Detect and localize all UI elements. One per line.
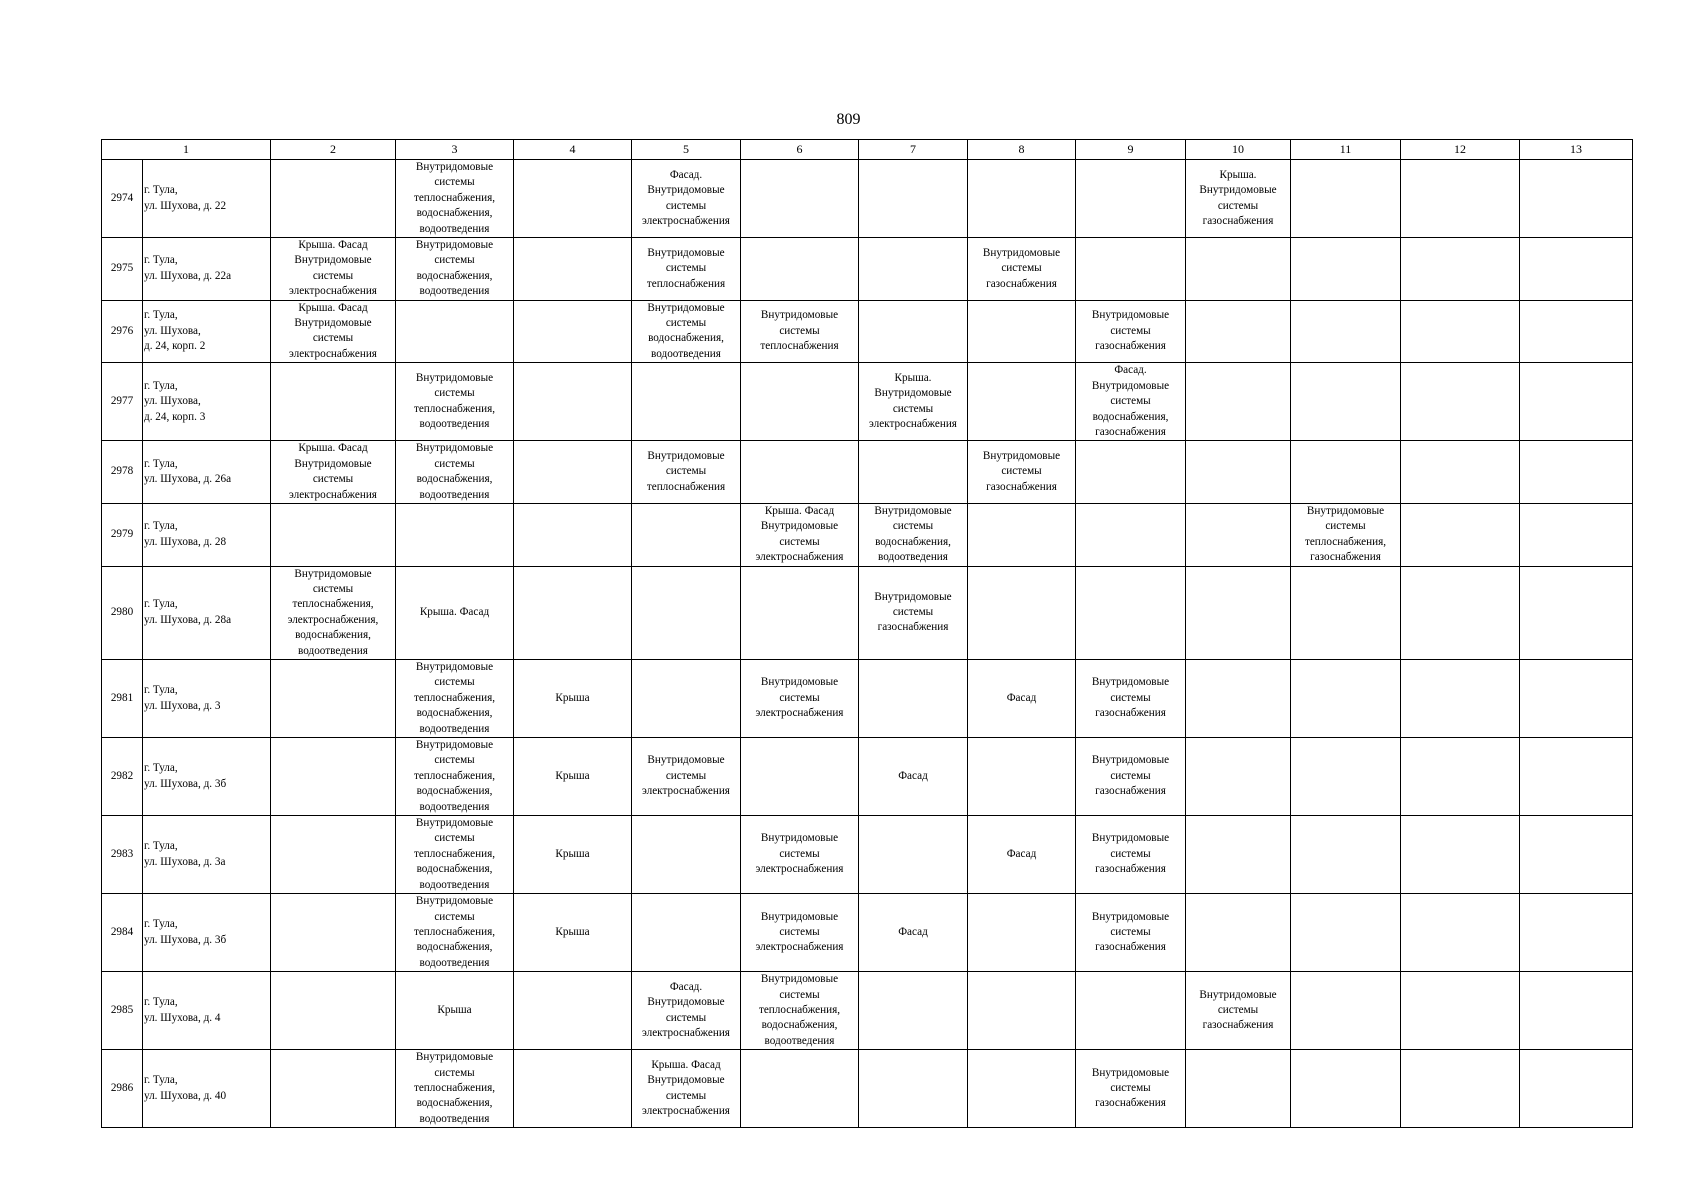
row-number: 2983 [102, 816, 143, 894]
column-header: 11 [1291, 140, 1401, 160]
repair-schedule-table [101, 139, 1633, 1128]
work-cell [1520, 816, 1633, 894]
address-cell: г. Тула, ул. Шухова, д. 4 [143, 972, 271, 1050]
work-cell [1401, 1050, 1520, 1128]
work-cell [1401, 160, 1520, 238]
row-number: 2976 [102, 300, 143, 363]
row-number: 2977 [102, 363, 143, 441]
work-cell: Внутридомовые системы теплоснабжения, водоснабжения, водоотведения [741, 972, 859, 1050]
table-row [102, 566, 1633, 659]
row-number: 2975 [102, 238, 143, 301]
work-cell: Фасад [859, 738, 968, 816]
work-cell [968, 894, 1076, 972]
table-row [102, 238, 1633, 301]
work-cell [1520, 894, 1633, 972]
work-cell [859, 660, 968, 738]
work-cell [1520, 441, 1633, 504]
row-number: 2981 [102, 660, 143, 738]
work-cell [1520, 363, 1633, 441]
work-cell: Внутридомовые системы газоснабжения [1076, 738, 1186, 816]
work-cell [1186, 238, 1291, 301]
table-row [102, 894, 1633, 972]
work-cell: Внутридомовые системы теплоснабжения, водоснабжения, водоотведения [396, 660, 514, 738]
address-cell: г. Тула, ул. Шухова, д. 40 [143, 1050, 271, 1128]
column-header: 12 [1401, 140, 1520, 160]
work-cell: Внутридомовые системы газоснабжения [1076, 816, 1186, 894]
work-cell: Крыша [396, 972, 514, 1050]
work-cell [1520, 1050, 1633, 1128]
work-cell [1291, 363, 1401, 441]
work-cell [859, 816, 968, 894]
address-cell: г. Тула, ул. Шухова, д. 3б [143, 738, 271, 816]
table-row [102, 160, 1633, 238]
work-cell [1076, 503, 1186, 566]
work-cell [1291, 441, 1401, 504]
work-cell [741, 1050, 859, 1128]
work-cell: Внутридомовые системы газоснабжения [1076, 660, 1186, 738]
work-cell [514, 160, 632, 238]
work-cell: Крыша [514, 738, 632, 816]
row-number: 2978 [102, 441, 143, 504]
work-cell [968, 300, 1076, 363]
work-cell [632, 894, 741, 972]
work-cell [1291, 1050, 1401, 1128]
column-header: 9 [1076, 140, 1186, 160]
work-cell: Внутридомовые системы электроснабжения [741, 894, 859, 972]
work-cell [968, 363, 1076, 441]
address-cell: г. Тула, ул. Шухова, д. 22а [143, 238, 271, 301]
address-cell: г. Тула, ул. Шухова, д. 3б [143, 894, 271, 972]
work-cell: Внутридомовые системы теплоснабжения, водоснабжения, водоотведения [396, 894, 514, 972]
work-cell [1291, 160, 1401, 238]
row-number: 2984 [102, 894, 143, 972]
column-header: 13 [1520, 140, 1633, 160]
work-cell: Внутридомовые системы электроснабжения [741, 816, 859, 894]
work-cell: Крыша [514, 894, 632, 972]
work-cell [1186, 894, 1291, 972]
address-cell: г. Тула, ул. Шухова, д. 3 [143, 660, 271, 738]
address-cell: г. Тула, ул. Шухова, д. 3а [143, 816, 271, 894]
row-number: 2974 [102, 160, 143, 238]
table-row [102, 972, 1633, 1050]
work-cell [1401, 300, 1520, 363]
work-cell: Крыша [514, 816, 632, 894]
work-cell: Крыша. Фасад Внутридомовые системы электроснабжения [271, 300, 396, 363]
work-cell [1401, 441, 1520, 504]
work-cell: Фасад. Внутридомовые системы водоснабжения, газоснабжения [1076, 363, 1186, 441]
work-cell [968, 503, 1076, 566]
table-row [102, 300, 1633, 363]
work-cell: Внутридомовые системы теплоснабжения, водоснабжения, водоотведения [396, 738, 514, 816]
work-cell [514, 363, 632, 441]
work-cell [396, 300, 514, 363]
work-cell [1520, 566, 1633, 659]
work-cell [514, 441, 632, 504]
work-cell [859, 1050, 968, 1128]
work-cell: Внутридомовые системы водоснабжения, водоотведения [859, 503, 968, 566]
work-cell: Внутридомовые системы газоснабжения [1076, 300, 1186, 363]
work-cell: Внутридомовые системы теплоснабжения, газоснабжения [1291, 503, 1401, 566]
work-cell [1401, 503, 1520, 566]
work-cell: Внутридомовые системы газоснабжения [1076, 1050, 1186, 1128]
work-cell [514, 972, 632, 1050]
table-row [102, 738, 1633, 816]
work-cell: Внутридомовые системы электроснабжения [632, 738, 741, 816]
work-cell [1291, 738, 1401, 816]
work-cell: Внутридомовые системы теплоснабжения [632, 238, 741, 301]
work-cell [1076, 972, 1186, 1050]
work-cell [1186, 503, 1291, 566]
column-header: 8 [968, 140, 1076, 160]
table-row [102, 363, 1633, 441]
work-cell [968, 1050, 1076, 1128]
work-cell: Внутридомовые системы газоснабжения [1186, 972, 1291, 1050]
work-cell [1186, 1050, 1291, 1128]
work-cell [271, 972, 396, 1050]
address-cell: г. Тула, ул. Шухова, д. 24, корп. 3 [143, 363, 271, 441]
work-cell: Внутридомовые системы теплоснабжения, водоснабжения, водоотведения [396, 816, 514, 894]
work-cell: Внутридомовые системы теплоснабжения, водоснабжения, водоотведения [396, 160, 514, 238]
work-cell: Внутридомовые системы водоснабжения, водоотведения [396, 441, 514, 504]
work-cell [514, 1050, 632, 1128]
work-cell [271, 1050, 396, 1128]
work-cell [859, 238, 968, 301]
work-cell [1520, 503, 1633, 566]
work-cell: Фасад [968, 660, 1076, 738]
work-cell [1076, 238, 1186, 301]
work-cell [741, 363, 859, 441]
work-cell: Крыша. Фасад Внутридомовые системы электроснабжения [271, 441, 396, 504]
work-cell: Фасад [968, 816, 1076, 894]
column-header: 5 [632, 140, 741, 160]
work-cell [741, 160, 859, 238]
work-cell: Внутридомовые системы газоснабжения [968, 441, 1076, 504]
work-cell [632, 816, 741, 894]
work-cell [514, 238, 632, 301]
work-cell [859, 972, 968, 1050]
column-header: 4 [514, 140, 632, 160]
work-cell: Фасад. Внутридомовые системы электроснабжения [632, 972, 741, 1050]
table-row [102, 660, 1633, 738]
work-cell [1186, 660, 1291, 738]
row-number: 2986 [102, 1050, 143, 1128]
table-row [102, 503, 1633, 566]
work-cell [1401, 894, 1520, 972]
work-cell [1401, 972, 1520, 1050]
work-cell: Фасад. Внутридомовые системы электроснабжения [632, 160, 741, 238]
work-cell [1186, 738, 1291, 816]
work-cell [1186, 441, 1291, 504]
work-cell [1186, 300, 1291, 363]
work-cell [1520, 300, 1633, 363]
work-cell: Внутридомовые системы водоснабжения, водоотведения [632, 300, 741, 363]
work-cell [1401, 238, 1520, 301]
address-cell: г. Тула, ул. Шухова, д. 22 [143, 160, 271, 238]
column-header: 6 [741, 140, 859, 160]
work-cell [514, 566, 632, 659]
work-cell [1076, 160, 1186, 238]
work-cell: Внутридомовые системы газоснабжения [968, 238, 1076, 301]
column-header: 3 [396, 140, 514, 160]
work-cell [968, 738, 1076, 816]
work-cell: Крыша. Фасад Внутридомовые системы электроснабжения [741, 503, 859, 566]
work-cell [632, 566, 741, 659]
work-cell [968, 160, 1076, 238]
work-cell: Крыша. Внутридомовые системы электроснабжения [859, 363, 968, 441]
work-cell: Внутридомовые системы теплоснабжения, водоотведения [396, 363, 514, 441]
work-cell [396, 503, 514, 566]
work-cell [271, 660, 396, 738]
work-cell: Внутридомовые системы водоснабжения, водоотведения [396, 238, 514, 301]
work-cell [741, 441, 859, 504]
work-cell [1291, 238, 1401, 301]
work-cell [859, 300, 968, 363]
work-cell: Внутридомовые системы теплоснабжения, водоснабжения, водоотведения [396, 1050, 514, 1128]
work-cell [968, 972, 1076, 1050]
table-row [102, 816, 1633, 894]
address-cell: г. Тула, ул. Шухова, д. 24, корп. 2 [143, 300, 271, 363]
table-row [102, 1050, 1633, 1128]
work-cell [514, 300, 632, 363]
work-cell: Внутридомовые системы электроснабжения [741, 660, 859, 738]
row-number: 2985 [102, 972, 143, 1050]
row-number: 2982 [102, 738, 143, 816]
work-cell [271, 160, 396, 238]
row-number: 2980 [102, 566, 143, 659]
work-cell: Внутридомовые системы теплоснабжения, электроснабжения, водоснабжения, водоотведения [271, 566, 396, 659]
work-cell [1401, 660, 1520, 738]
work-cell [1076, 441, 1186, 504]
address-cell: г. Тула, ул. Шухова, д. 26а [143, 441, 271, 504]
work-cell [514, 503, 632, 566]
work-cell: Внутридомовые системы теплоснабжения [741, 300, 859, 363]
work-cell [271, 503, 396, 566]
address-cell: г. Тула, ул. Шухова, д. 28а [143, 566, 271, 659]
row-number: 2979 [102, 503, 143, 566]
work-cell [1291, 816, 1401, 894]
work-cell [1186, 816, 1291, 894]
table-row [102, 441, 1633, 504]
work-cell: Внутридомовые системы газоснабжения [859, 566, 968, 659]
column-header: 10 [1186, 140, 1291, 160]
work-cell [1401, 566, 1520, 659]
column-header: 2 [271, 140, 396, 160]
work-cell: Крыша. Фасад Внутридомовые системы электроснабжения [271, 238, 396, 301]
work-cell [1401, 363, 1520, 441]
work-cell [1520, 738, 1633, 816]
work-cell [1401, 816, 1520, 894]
work-cell [632, 503, 741, 566]
work-cell [632, 363, 741, 441]
work-cell: Крыша. Фасад [396, 566, 514, 659]
work-cell [271, 738, 396, 816]
work-cell [1291, 894, 1401, 972]
work-cell [859, 441, 968, 504]
work-cell: Крыша [514, 660, 632, 738]
work-cell [741, 566, 859, 659]
work-cell [271, 816, 396, 894]
work-cell [632, 660, 741, 738]
work-cell [1401, 738, 1520, 816]
work-cell [271, 894, 396, 972]
work-cell: Фасад [859, 894, 968, 972]
work-cell [1520, 238, 1633, 301]
address-cell: г. Тула, ул. Шухова, д. 28 [143, 503, 271, 566]
work-cell [1291, 972, 1401, 1050]
work-cell [1186, 363, 1291, 441]
work-cell [271, 363, 396, 441]
work-cell [1076, 566, 1186, 659]
work-cell [1291, 300, 1401, 363]
work-cell: Внутридомовые системы газоснабжения [1076, 894, 1186, 972]
work-cell [859, 160, 968, 238]
column-header: 7 [859, 140, 968, 160]
page-number: 809 [836, 111, 861, 128]
column-header: 1 [102, 140, 271, 160]
work-cell [741, 238, 859, 301]
work-cell [741, 738, 859, 816]
work-cell [1520, 972, 1633, 1050]
work-cell [1520, 160, 1633, 238]
work-cell: Крыша. Внутридомовые системы газоснабжения [1186, 160, 1291, 238]
work-cell [1291, 660, 1401, 738]
header-row [102, 140, 1633, 160]
work-cell [1186, 566, 1291, 659]
table-body [102, 140, 1633, 1128]
work-cell [968, 566, 1076, 659]
work-cell: Внутридомовые системы теплоснабжения [632, 441, 741, 504]
work-cell: Крыша. Фасад Внутридомовые системы электроснабжения [632, 1050, 741, 1128]
work-cell [1520, 660, 1633, 738]
work-cell [1291, 566, 1401, 659]
